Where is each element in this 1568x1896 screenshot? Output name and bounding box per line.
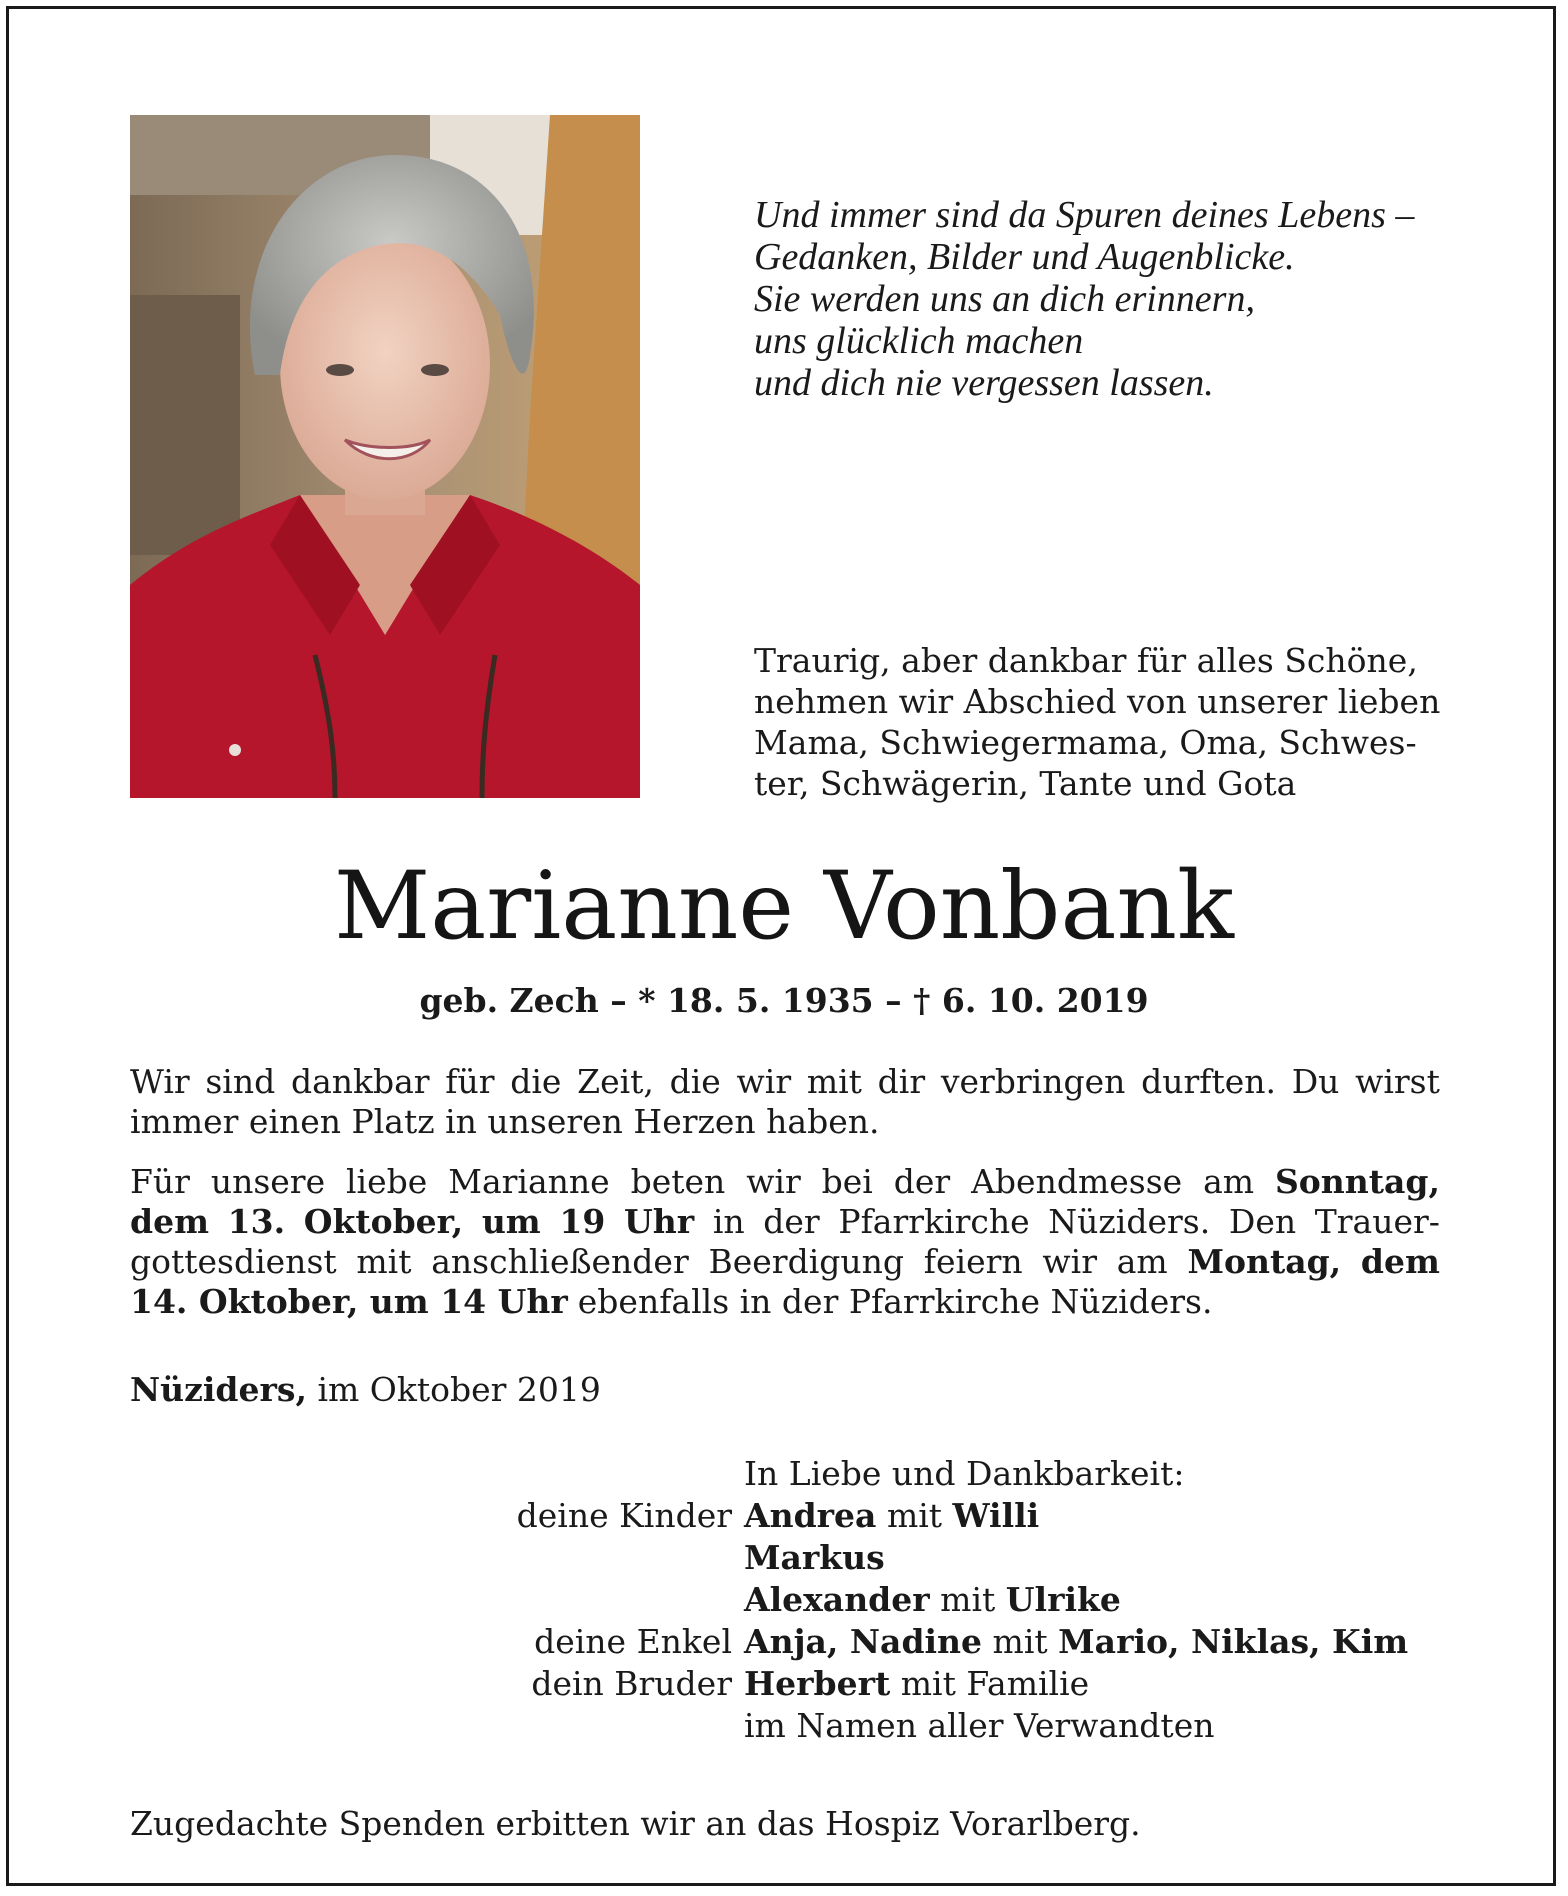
mourner-names	[744, 1663, 1440, 1705]
paragraph-text: immer einen Platz in unseren Herzen haben.	[130, 1102, 880, 1141]
word: verbringen	[940, 1062, 1126, 1101]
mourner-name: Anja, Nadine	[744, 1622, 983, 1661]
mourner-row	[130, 1495, 1440, 1537]
mourner-relation	[130, 1537, 744, 1579]
town: Nüziders,	[130, 1370, 307, 1409]
emphasized-word: Montag,	[1187, 1242, 1342, 1281]
mourner-names	[744, 1705, 1440, 1747]
emphasized-word: dem	[130, 1202, 209, 1241]
mourner-row	[130, 1663, 1440, 1705]
mourners-list	[130, 1453, 1440, 1747]
memorial-poem	[754, 194, 1474, 404]
word: wir	[1042, 1242, 1097, 1281]
paragraph-line	[130, 1282, 1440, 1322]
word: der	[893, 1162, 951, 1201]
mourner-joiner: mit Familie	[900, 1664, 1090, 1703]
word: feiern	[923, 1242, 1023, 1281]
donation-note: Zugedachte Spenden erbitten wir an das Hospiz Vorarlberg.	[130, 1804, 1141, 1843]
portrait-photo	[130, 115, 640, 798]
justified-line	[130, 1062, 1440, 1102]
mourner-name: Alexander	[744, 1580, 930, 1619]
mourner-name: Willi	[952, 1496, 1040, 1535]
mourner-row	[130, 1579, 1440, 1621]
word: Abendmesse	[971, 1162, 1183, 1201]
mourner-joiner: mit	[940, 1580, 996, 1619]
word: für	[445, 1062, 495, 1101]
mourner-joiner: mit	[886, 1496, 943, 1535]
poem-line: Gedanken, Bilder und Augenblicke.	[754, 236, 1295, 278]
intro-line: Mama, Schwiegermama, Oma, Schwes-	[754, 723, 1417, 762]
emphasized-word: Uhr	[623, 1202, 695, 1241]
word: dir	[877, 1062, 926, 1101]
word: der	[763, 1202, 820, 1241]
mourner-names	[744, 1621, 1440, 1663]
mourner-relation	[130, 1705, 744, 1747]
word: Zeit,	[577, 1062, 654, 1101]
emphasized-word: Sonntag,	[1274, 1162, 1440, 1201]
poem-line: und dich nie vergessen lassen.	[754, 362, 1214, 404]
word: unsere	[210, 1162, 326, 1201]
word: wirst	[1355, 1062, 1440, 1101]
word: die	[510, 1062, 562, 1101]
mourner-row	[130, 1537, 1440, 1579]
mourner-names	[744, 1495, 1440, 1537]
word: wir	[736, 1062, 792, 1101]
emphasized-word: 13.	[227, 1202, 286, 1241]
word: beten	[630, 1162, 726, 1201]
gratitude-paragraph	[130, 1062, 1440, 1142]
service-date: 14. Oktober, um 14 Uhr	[130, 1282, 568, 1321]
deceased-name: Marianne Vonbank	[333, 852, 1235, 961]
justified-line	[130, 1242, 1440, 1282]
word: liebe	[346, 1162, 428, 1201]
word: wir	[746, 1162, 801, 1201]
mourner-name: Ulrike	[1005, 1580, 1121, 1619]
mourner-names	[744, 1537, 1440, 1579]
intro-line: Traurig, aber dankbar für alles Schöne,	[754, 641, 1418, 680]
word: Wir	[130, 1062, 190, 1101]
word: dankbar	[290, 1062, 430, 1101]
word: Marianne	[448, 1162, 610, 1201]
place-and-date	[130, 1370, 601, 1410]
intro-line: nehmen wir Abschied von unserer lieben	[754, 682, 1441, 721]
emphasized-word: 19	[559, 1202, 606, 1241]
word: Du	[1291, 1062, 1340, 1101]
poem-line: Sie werden uns an dich erinnern,	[754, 278, 1255, 320]
mourner-joiner: im Namen aller Verwandten	[744, 1706, 1215, 1745]
mourner-name: Herbert	[744, 1664, 891, 1703]
word: Nüziders.	[1048, 1202, 1211, 1241]
mourners-heading: In Liebe und Dankbarkeit:	[744, 1454, 1185, 1493]
word: durften.	[1141, 1062, 1276, 1101]
deceased-dates: geb. Zech – * 18. 5. 1935 – † 6. 10. 2019	[419, 981, 1149, 1020]
mourner-relation: dein Bruder	[531, 1664, 732, 1703]
mourner-relation: deine Kinder	[516, 1496, 732, 1535]
paragraph-text: ebenfalls in der Pfarrkirche Nüziders.	[577, 1282, 1213, 1321]
mourner-relation: deine Enkel	[534, 1622, 732, 1661]
mourner-relation	[130, 1579, 744, 1621]
word: gottesdienst	[130, 1242, 337, 1281]
emphasized-word: um	[481, 1202, 541, 1241]
word: mit	[806, 1062, 862, 1101]
farewell-intro	[754, 640, 1474, 804]
mourner-joiner: mit	[992, 1622, 1048, 1661]
mourners-heading-row	[130, 1453, 1440, 1495]
justified-line	[130, 1202, 1440, 1242]
word: Beerdigung	[708, 1242, 905, 1281]
intro-line: ter, Schwägerin, Tante und Gota	[754, 764, 1297, 803]
word: die	[669, 1062, 721, 1101]
word: am	[1203, 1162, 1255, 1201]
service-paragraph	[130, 1162, 1440, 1322]
justified-line	[130, 1162, 1440, 1202]
mourner-name: Andrea	[744, 1496, 877, 1535]
mourner-names	[744, 1579, 1440, 1621]
emphasized-word: dem	[1360, 1242, 1440, 1281]
word: anschließender	[431, 1242, 689, 1281]
word: Für	[130, 1162, 190, 1201]
date: im Oktober 2019	[317, 1370, 601, 1409]
mourner-name: Markus	[744, 1538, 885, 1577]
word: sind	[205, 1062, 276, 1101]
word: Den	[1228, 1202, 1297, 1241]
paragraph-line	[130, 1102, 1440, 1142]
poem-line: uns glücklich machen	[754, 320, 1084, 362]
word: Pfarrkirche	[838, 1202, 1030, 1241]
word: in	[712, 1202, 745, 1241]
mourner-row	[130, 1705, 1440, 1747]
word: mit	[356, 1242, 412, 1281]
word: bei	[821, 1162, 873, 1201]
poem-line: Und immer sind da Spuren deines Lebens –	[754, 194, 1415, 236]
word: am	[1116, 1242, 1168, 1281]
word: Trauer-	[1314, 1202, 1440, 1241]
emphasized-word: Oktober,	[303, 1202, 464, 1241]
mourner-row	[130, 1621, 1440, 1663]
mourner-name: Mario, Niklas, Kim	[1058, 1622, 1409, 1661]
